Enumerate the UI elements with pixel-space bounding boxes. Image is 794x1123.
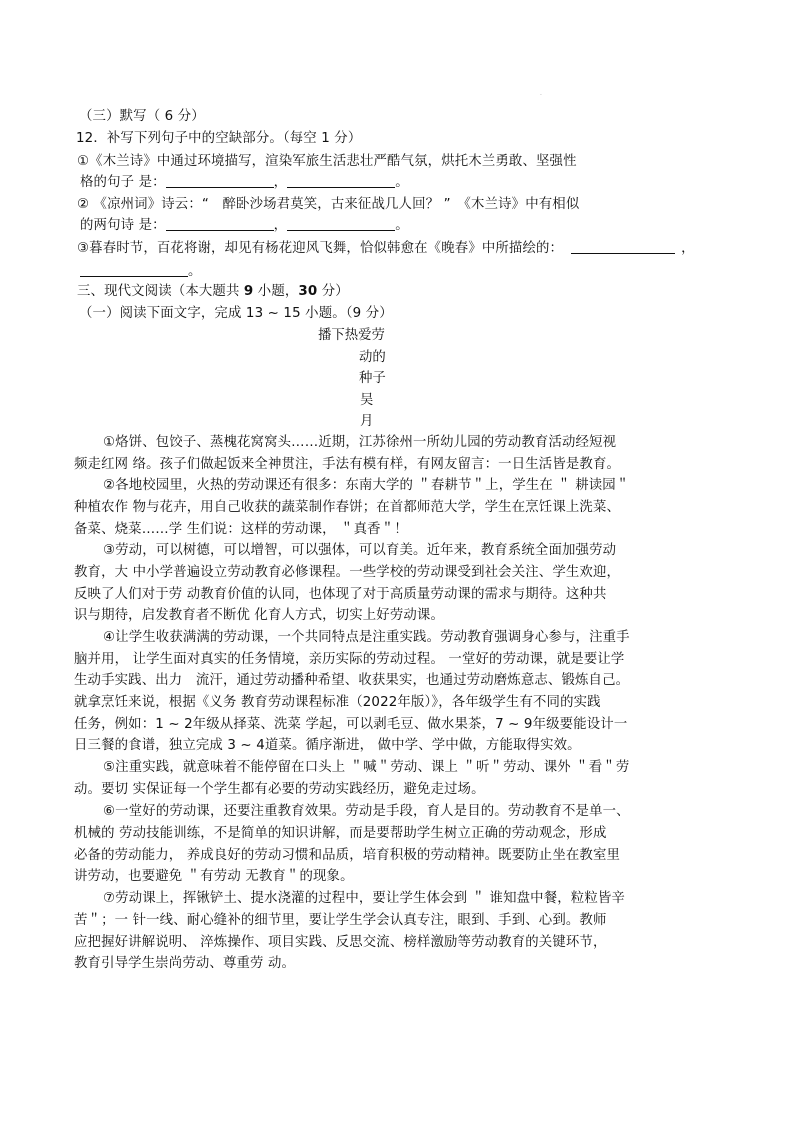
- paragraph-1: 频走红网 络。孩子们做起饭来全神贯注，手法有模有样，有网友留言：一日生活皆是教育。: [74, 457, 621, 472]
- article-title-line-3: 种子: [359, 371, 386, 386]
- paragraph-4: 脑并用， 让学生面对真实的任务情境，亲历实际的劳动过程。 一堂好的劳动课，就是要让学: [74, 652, 625, 667]
- header-text: 小题，: [253, 284, 299, 299]
- header-number: 9: [243, 284, 254, 299]
- paragraph-7: 应把握好讲解说明、 淬炼操作、项目实践、反思交流、榜样激励等劳动教育的关键环节，: [74, 935, 607, 950]
- q12-item-1-label: 格的句子 是：: [80, 175, 166, 190]
- paragraph-7: 苦＂；一 针一线、耐心缝补的细节里，要让学生学会认真专注，眼到、手到、心到。教师: [74, 913, 607, 928]
- paragraph-6: ⑥一堂好的劳动课，还要注重教育效果。劳动是手段，育人是目的。劳动教育不是单一、: [103, 804, 630, 819]
- paragraph-7: ⑦劳动课上，挥锹铲土、提水浇灌的过程中，要让学生体会到 ＂ 谁知盘中餐，粒粒皆辛: [103, 891, 625, 906]
- comma: ，: [273, 175, 288, 190]
- article-author-line-1: 吴: [360, 393, 374, 408]
- paragraph-6: 机械的 劳动技能训练，不是简单的知识讲解，而是要帮助学生树立正确的劳动观念，形成: [74, 826, 607, 841]
- header-text: 三、现代文阅读（本大题共: [77, 284, 244, 299]
- answer-blank-3[interactable]: [166, 217, 274, 231]
- paragraph-2: ②各地校园里，火热的劳动课还有很多：东南大学的 ＂春耕节＂上，学生在 ＂ 耕读园＂: [103, 478, 630, 493]
- article-title-line-1: 播下热爱劳: [318, 328, 385, 343]
- paragraph-2: 备菜、烧菜……学 生们说：这样的劳动课， ＂真香＂！: [74, 522, 408, 537]
- paragraph-1: ①烙饼、包饺子、蒸槐花窝窝头……近期，江苏徐州一所幼儿园的劳动教育活动经短视: [103, 435, 617, 450]
- paragraph-4: 生动手实践、出力 流汗，通过劳动播种希望、收获果实，也通过劳动磨炼意志、锻炼自己。: [74, 673, 630, 688]
- answer-blank-2[interactable]: [287, 174, 395, 188]
- section-header-modern-reading: [77, 282, 349, 302]
- subsection-prompt: （一）阅读下面文字，完成 13 ~ 15 小题。（9 分）: [79, 306, 393, 321]
- q12-item-3-text: [77, 239, 695, 259]
- header-number: 30: [298, 284, 318, 299]
- period: 。: [395, 218, 409, 233]
- section-header-dictation: （三）默写（ 6 分）: [79, 109, 205, 124]
- paragraph-2: 种植农作 物与花卉，用自己收获的蔬菜制作春饼；在首都师范大学，学生在烹饪课上洗菜、: [74, 500, 621, 515]
- paragraph-5: ⑤注重实践，就意味着不能停留在口头上 ＂喊＂劳动、课上 ＂听＂劳动、课外 ＂看＂劳: [103, 760, 630, 775]
- stray-mark: ·: [540, 92, 542, 99]
- paragraph-4: 就拿烹饪来说，根据《义务 教育劳动课程标准（2022年版）》，各年级学生有不同的实践: [74, 695, 601, 710]
- q12-item-3-answer-line: [80, 262, 202, 282]
- paragraph-3: 识与期待，启发教育者不断优 化育人方式，切实上好劳动课。: [74, 608, 445, 623]
- answer-blank-4[interactable]: [287, 217, 395, 231]
- q12-item-1-answer-line: [80, 173, 409, 193]
- q12-item-1-text: ①《木兰诗》中通过环境描写，渲染军旅生活悲壮严酷气氛，烘托木兰勇敢、坚强性: [77, 154, 577, 169]
- paragraph-6: 讲劳动，也要避免 ＂有劳动 无教育＂的现象。: [74, 869, 354, 884]
- question-12-prompt: 12．补写下列句子中的空缺部分。（每空 1 分）: [76, 131, 362, 146]
- answer-blank-5[interactable]: [571, 240, 675, 254]
- answer-blank-6[interactable]: [80, 263, 188, 277]
- period: 。: [395, 175, 409, 190]
- article-author-line-2: 月: [360, 414, 374, 429]
- paragraph-3: ③劳动，可以树德，可以增智，可以强体，可以育美。近年来，教育系统全面加强劳动: [103, 543, 617, 558]
- paragraph-4: ④让学生收获满满的劳动课，一个共同特点是注重实践。劳动教育强调身心参与，注重手: [103, 630, 630, 645]
- paragraph-7: 教育引导学生崇尚劳动、尊重劳 动。: [74, 956, 296, 971]
- q12-item-2-answer-line: [80, 216, 409, 236]
- article-title-line-2: 动的: [359, 350, 386, 365]
- paragraph-3: 教育，大 中小学普遍设立劳动教育必修课程。一些学校的劳动课受到社会关注、学生欢迎，: [74, 565, 621, 580]
- q12-item-2-label: 的两句诗 是：: [80, 218, 166, 233]
- paragraph-6: 必备的劳动能力， 养成良好的劳动习惯和品质，培育积极的劳动精神。既要防止坐在教室里: [74, 848, 621, 863]
- paragraph-5: 动。要切 实保证每一个学生都有必要的劳动实践经历，避免走过场。: [74, 782, 485, 797]
- q12-item-2-text: ② 《凉州词》诗云：“ 醉卧沙场君莫笑，古来征战几人回？ ” 《木兰诗》中有相似: [77, 197, 580, 212]
- answer-blank-1[interactable]: [166, 174, 274, 188]
- paragraph-4: 日三餐的食谱，独立完成 3 ~ 4道菜。循序渐进， 做中学、学中做，方能取得实效。: [74, 738, 581, 753]
- header-text: 分）: [317, 284, 349, 299]
- q12-item-3-label: ③暮春时节，百花将谢，却见有杨花迎风飞舞，恰似韩愈在《晚春》中所描绘的：: [77, 241, 564, 256]
- paragraph-4: 任务，例如：1 ~ 2年级从择菜、洗菜 学起，可以剥毛豆、做水果茶，7 ~ 9年级要能设计一: [74, 717, 628, 732]
- comma: ，: [681, 241, 695, 256]
- period: 。: [188, 264, 202, 279]
- comma: ，: [273, 218, 288, 233]
- paragraph-3: 反映了人们对于劳 动教育价值的认同，也体现了对于高质量劳动课的需求与期待。这种共: [74, 587, 607, 602]
